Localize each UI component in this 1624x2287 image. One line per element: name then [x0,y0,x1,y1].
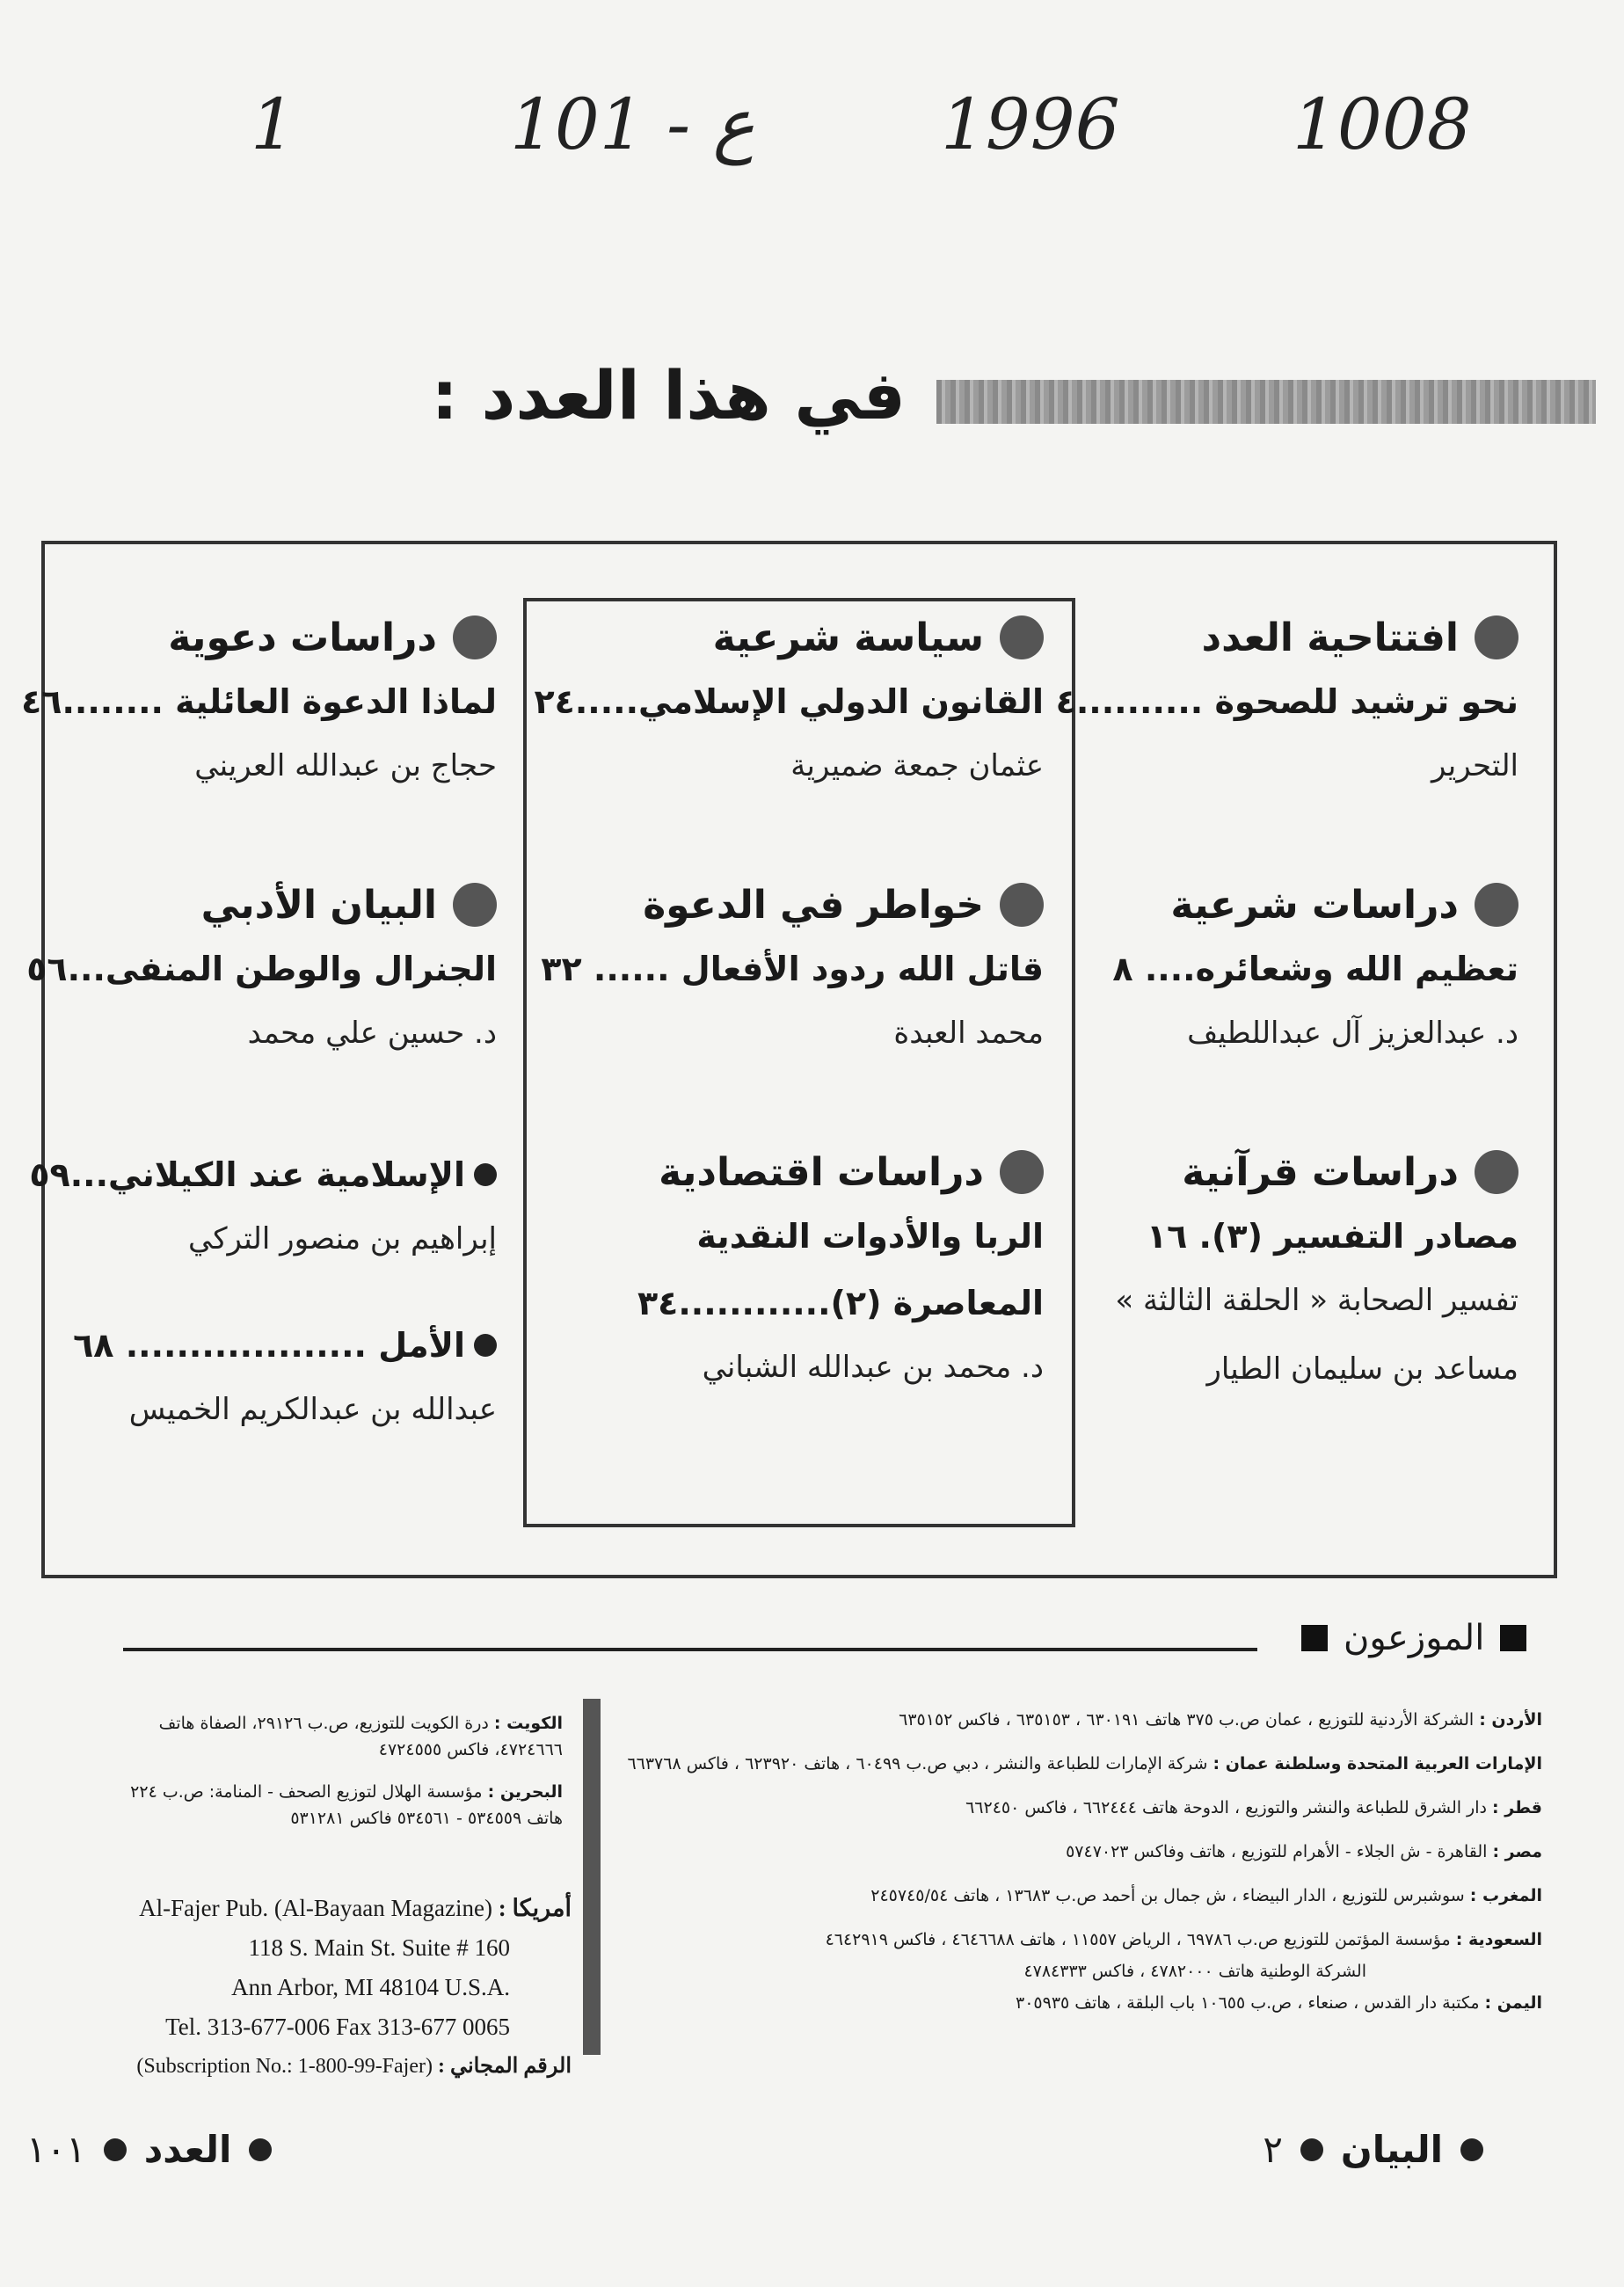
distributor-row: الإمارات العربية المتحدة وسلطنة عمان : شركة الإمارات للطباعة والنشر ، دبي ص.ب ٦٠٤٩٩ ، هاتف ٦٢٣٩٢٠ ، فاكس ٦٦٣٧٦٨ [627,1754,1542,1774]
page-title: في هذا العدد : [431,356,906,434]
distributors-list-left [123,1710,563,1847]
bullet-icon [249,2138,272,2161]
article-subtitle: تفسير الصحابة « الحلقة الثالثة » [1115,1283,1518,1318]
distributor-row: الكويت : درة الكويت للتوزيع، ص.ب ٢٩١٢٦، الصفاة هاتف ٤٧٢٤٦٦٦، فاكس ٤٧٢٤٥٥٥ [158,1714,563,1759]
article-title: الجنرال والوطن المنفى...٥٦ [26,950,497,988]
article-author: مساعد بن سليمان الطيار [1206,1351,1518,1387]
bullet-icon [1000,615,1044,659]
distributor-row: مصر : القاهرة - ش الجلاء - الأهرام للتوزيع ، هاتف وفاكس ٥٧٤٧٠٢٣ [1066,1842,1542,1861]
section-heading: دراسات دعوية [66,607,497,668]
vertical-bar [583,1699,601,2055]
article-title: تعظيم الله وشعائره.... ٨ [1112,950,1518,988]
contents-column-right [1055,607,1518,1407]
article-title: نحو ترشيد للصحوة ..........٤ [1055,682,1518,721]
handwritten-year: 1996 [941,84,1120,165]
distributor-row: اليمن : مكتبة دار القدس ، صنعاء ، ص.ب ١٠٦٥٥ باب البلقة ، هاتف ٣٠٥٩٣٥ [1016,1993,1542,2013]
article-title: القانون الدولي الإسلامي.....٢٤ [534,682,1044,721]
footer-magazine: البيان ٢ [1263,2128,1483,2171]
bullet-icon [474,1163,497,1186]
contents-column-left [21,607,497,1447]
distributor-row: الأردن : الشركة الأردنية للتوزيع ، عمان ص.ب ٣٧٥ هاتف ٦٣٠١٩١ ، ٦٣٥١٥٣ ، فاكس ٦٣٥١٥٢ [899,1710,1542,1730]
bullet-icon [1000,883,1044,927]
usa-line: Tel. 313-677-006 Fax 313-677 0065 [165,2014,510,2040]
article-title: الأمل ................... ٦٨ [66,1312,497,1379]
usa-line: 118 S. Main St. Suite # 160 [248,1934,510,1961]
article-author: حجاج بن عبدالله العريني [194,748,497,783]
divider [123,1648,1257,1651]
distributor-row: المغرب : سوشبرس للتوزيع ، الدار البيضاء ، ش جمال بن أحمد ص.ب ١٣٦٨٣ ، هاتف ٢٤٥٧٤٥/٥٤ [870,1886,1542,1905]
article-title: الربا والأدوات النقدية [696,1217,1044,1256]
bullet-icon [1460,2138,1483,2161]
bullet-icon [474,1334,497,1357]
article-author: د. محمد بن عبدالله الشباني [702,1350,1044,1385]
section-heading: دراسات اقتصادية [569,1141,1044,1203]
usa-line: أمريكا : Al-Fajer Pub. (Al-Bayaan Magazine) [139,1895,572,1921]
bullet-icon [1475,615,1518,659]
article-author: إبراهيم بن منصور التركي [188,1221,497,1256]
article-author: عثمان جمعة ضميرية [790,748,1044,783]
bullet-icon [1300,2138,1323,2161]
handwritten-number: 1008 [1293,84,1472,165]
article-author: د. عبدالعزيز آل عبداللطيف [1187,1016,1518,1051]
section-heading: البيان الأدبي [66,874,497,936]
bullet-icon [1000,1150,1044,1194]
bullet-icon [104,2138,127,2161]
footer-issue: العدد ١٠١ [26,2128,272,2171]
section-heading: افتتاحية العدد [1079,607,1518,668]
article-title: قاتل الله ردود الأفعال ...... ٣٢ [541,950,1044,988]
bullet-icon [1475,1150,1518,1194]
distributors-list-right [619,1710,1542,2037]
section-heading: خواطر في الدعوة [569,874,1044,936]
article-author: محمد العبدة [893,1016,1044,1051]
article-author: عبدالله بن عبدالكريم الخميس [128,1392,497,1427]
issue-number: ١٠١ [26,2128,86,2171]
distributor-row: البحرين : مؤسسة الهلال لتوزيع الصحف - المنامة: ص.ب ٢٢٤ هاتف ٥٣٤٥٥٩ - ٥٣٤٥٦١ فاكس ٥٣١٢٨١ [130,1782,563,1828]
distributor-row: الشركة الوطنية هاتف ٤٧٨٢٠٠٠ ، فاكس ٤٧٨٤٣٣٣ [1023,1962,1366,1981]
bullet-icon [453,883,497,927]
page-number: ٢ [1263,2128,1283,2171]
section-heading: دراسات شرعية [1079,874,1518,936]
distributor-row: قطر : دار الشرق للطباعة والنشر والتوزيع ، الدوحة هاتف ٦٦٢٤٤٤ ، فاكس ٦٦٢٤٥٠ [965,1798,1542,1817]
article-title: الإسلامية عند الكيلاني...٥٩ [66,1141,497,1208]
handwritten-mark: 1 [251,84,295,165]
distributors-heading: الموزعون [1301,1618,1526,1658]
square-bullet-icon [1500,1625,1526,1651]
contents-column-middle [534,607,1044,1405]
article-author: التحرير [1431,748,1518,783]
section-heading: سياسة شرعية [569,607,1044,668]
usa-address [123,1889,572,2087]
bullet-icon [1475,883,1518,927]
square-bullet-icon [1301,1625,1328,1651]
article-title: مصادر التفسير (٣). ١٦ [1146,1217,1518,1256]
section-heading: دراسات قرآنية [1079,1141,1518,1203]
handwritten-code: 101 - ع [510,84,755,165]
distributor-row: السعودية : مؤسسة المؤتمن للتوزيع ص.ب ٦٩٧٨٦ ، الرياض ١١٥٥٧ ، هاتف ٤٦٤٦٦٨٨ ، فاكس ٤٦٤٢٩١٩ [825,1930,1542,1949]
article-title-continued: المعاصرة (٢)............٣٤ [637,1284,1044,1322]
toll-free-line: الرقم المجاني : (Subscription No.: 1-800-99-Fajer) [136,2055,572,2078]
title-bar [936,380,1596,424]
bullet-icon [453,615,497,659]
article-title: لماذا الدعوة العائلية ........٤٦ [21,682,497,721]
usa-line: Ann Arbor, MI 48104 U.S.A. [231,1974,510,2000]
article-author: د. حسين علي محمد [247,1016,497,1051]
